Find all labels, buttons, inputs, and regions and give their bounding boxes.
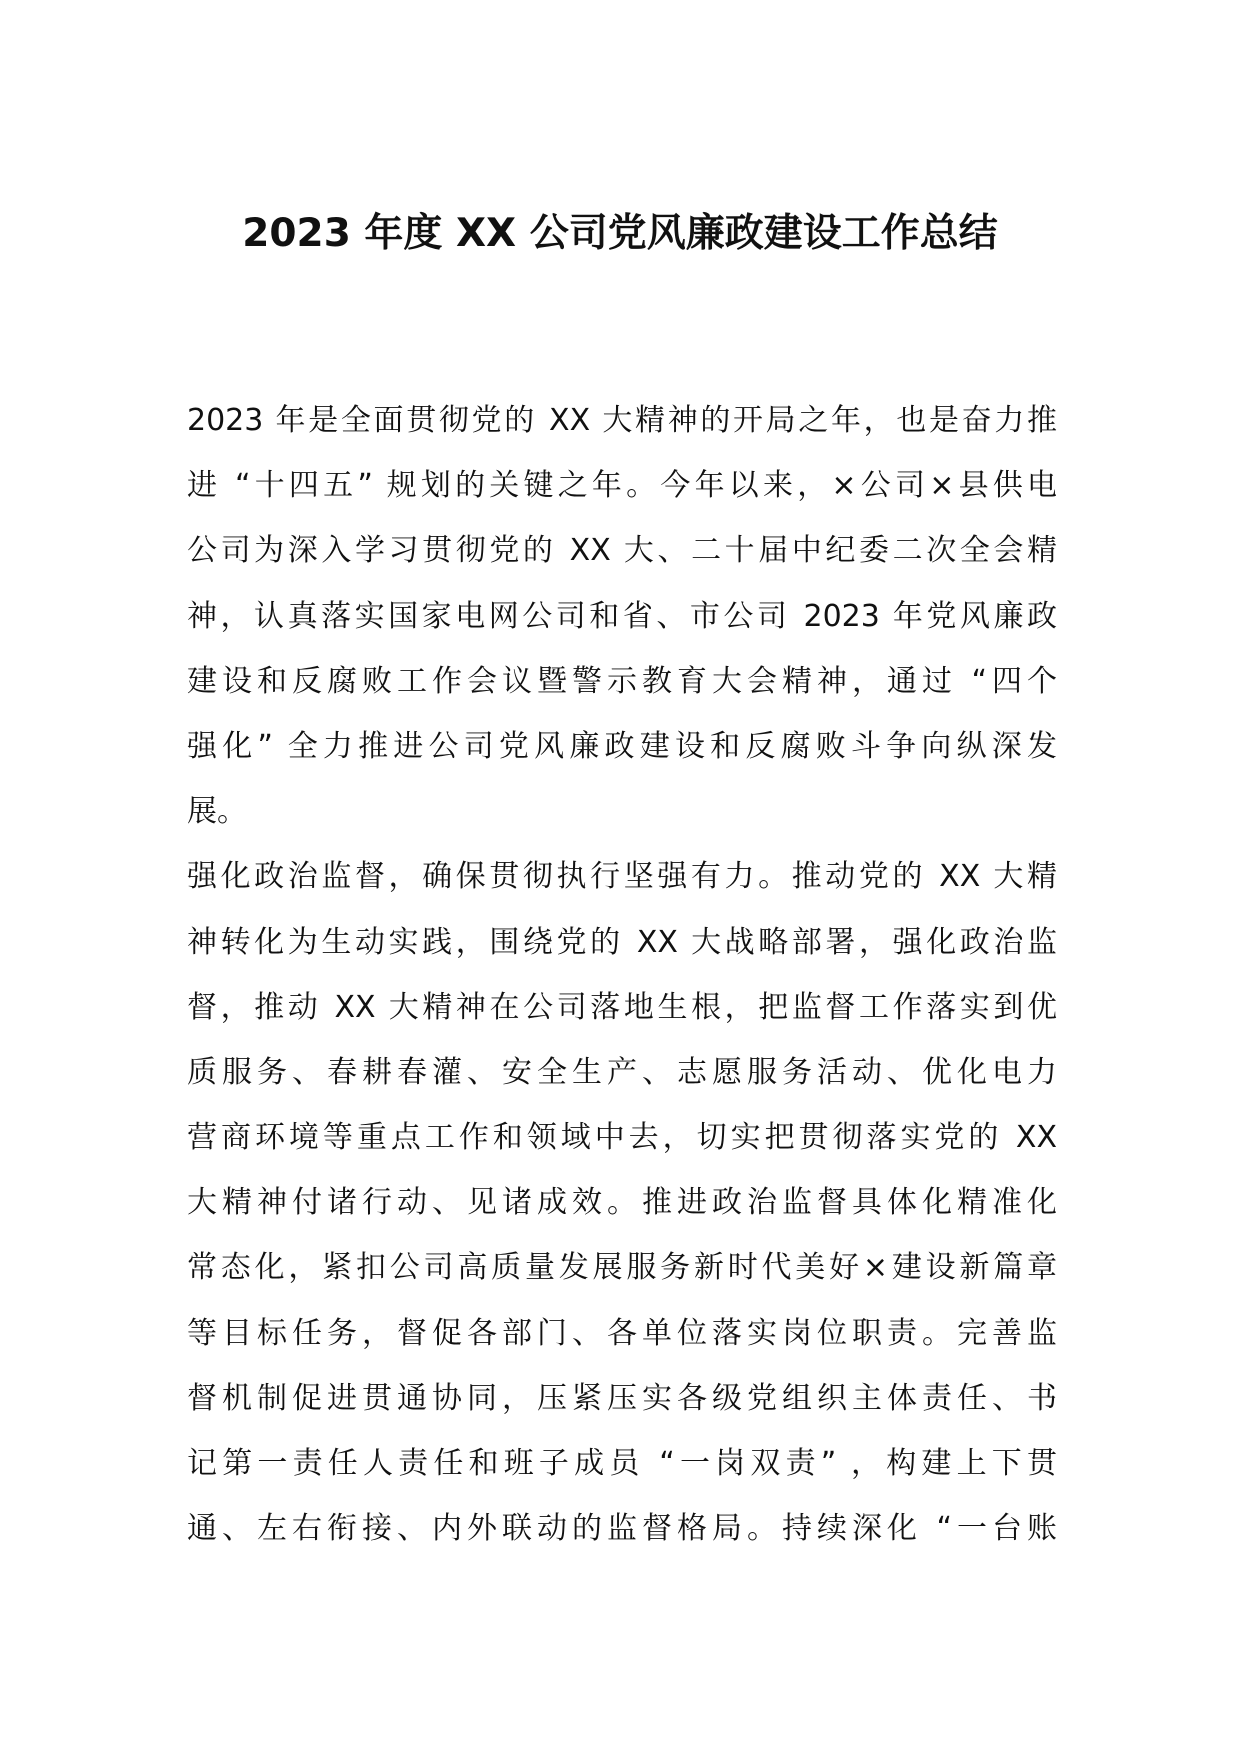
text-line: 强化政治监督，确保贯彻执行坚强有力。推动党的 XX 大精 [187, 859, 1057, 895]
document-body [187, 388, 1057, 1561]
text-line: 等目标任务，督促各部门、各单位落实岗位职责。完善监 [187, 1315, 1057, 1351]
text-line: 大精神付诸行动、见诸成效。推进政治监督具体化精准化 [187, 1185, 1057, 1221]
text-line: 督，推动 XX 大精神在公司落地生根，把监督工作落实到优 [187, 989, 1057, 1025]
text-line: 强化” 全力推进公司党风廉政建设和反腐败斗争向纵深发 [187, 728, 1057, 764]
text-line: 进 “十四五” 规划的关键之年。今年以来，×公司×县供电 [187, 468, 1057, 504]
text-line: 督机制促进贯通协同，压紧压实各级党组织主体责任、书 [187, 1380, 1057, 1416]
paragraph-political-supervision [187, 844, 1057, 1561]
text-line: 营商环境等重点工作和领域中去，切实把贯彻落实党的 XX [187, 1120, 1057, 1156]
text-line: 质服务、春耕春灌、安全生产、志愿服务活动、优化电力 [187, 1054, 1057, 1090]
text-line: 神，认真落实国家电网公司和省、市公司 2023 年党风廉政 [187, 598, 1057, 634]
text-line: 记第一责任人责任和班子成员 “一岗双责” ，构建上下贯 [187, 1446, 1057, 1481]
text-line: 公司为深入学习贯彻党的 XX 大、二十届中纪委二次全会精 [187, 533, 1057, 569]
text-line: 展。 [187, 794, 247, 830]
text-line: 常态化，紧扣公司高质量发展服务新时代美好×建设新篇章 [187, 1250, 1057, 1286]
text-line: 建设和反腐败工作会议暨警示教育大会精神，通过 “四个 [187, 663, 1057, 699]
text-line: 神转化为生动实践，围绕党的 XX 大战略部署，强化政治监 [187, 924, 1057, 960]
document-title: 2023 年度 XX 公司党风廉政建设工作总结 [242, 211, 998, 256]
text-line: 通、左右衔接、内外联动的监督格局。持续深化 “一台账 [187, 1511, 1057, 1547]
text-line: 2023 年是全面贯彻党的 XX 大精神的开局之年，也是奋力推 [187, 403, 1057, 438]
paragraph-intro [187, 388, 1057, 844]
